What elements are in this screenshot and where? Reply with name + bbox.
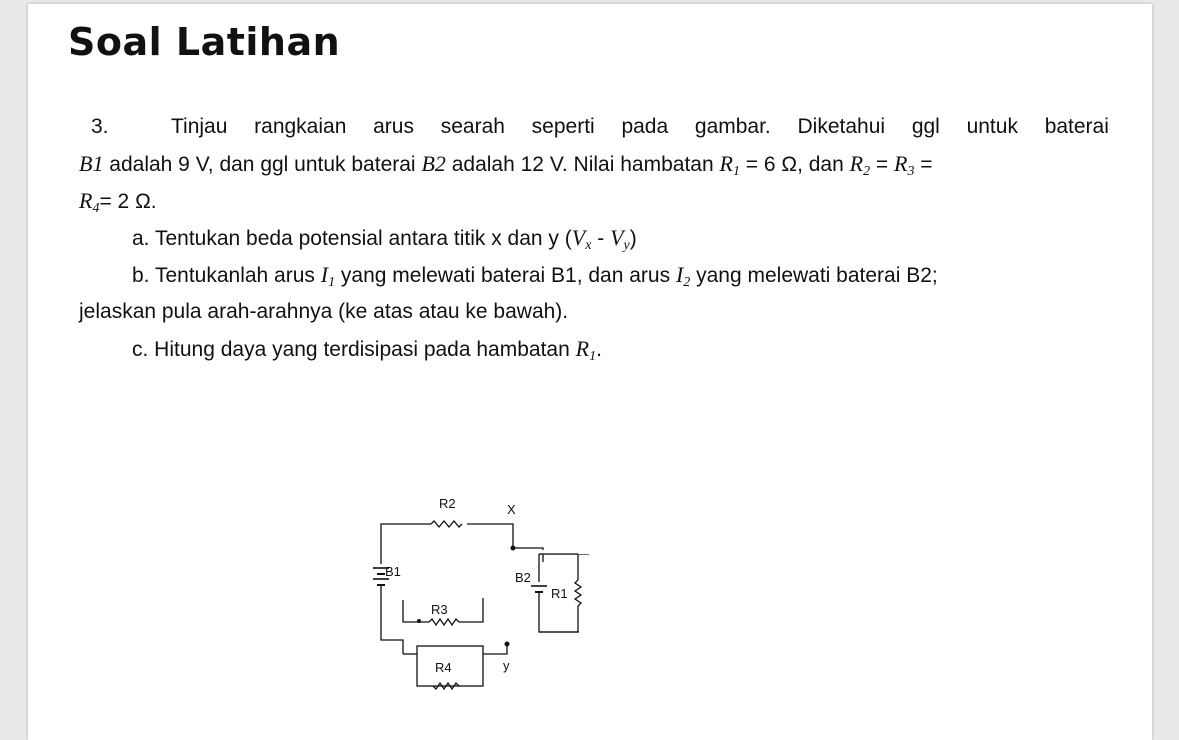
part-b-continued: jelaskan pula arah-arahnya (ke atas atau ke bawah).	[79, 300, 569, 323]
r1-resistor	[575, 580, 581, 606]
var-r1: $R_1$	[575, 336, 597, 364]
var-i2: $I_2$	[675, 262, 691, 290]
node-dot	[417, 619, 421, 623]
label-x: X	[507, 502, 516, 517]
label-b2: B2	[515, 570, 531, 585]
circuit-diagram	[373, 486, 589, 696]
var-vy: $V_y$	[610, 225, 630, 253]
wire	[467, 524, 513, 548]
mask	[579, 626, 589, 636]
page-title: Soal Latihan	[68, 20, 341, 64]
node-dot	[511, 546, 516, 551]
problem-line-3: $R_4= 2$ Ω.	[79, 188, 157, 216]
document-page	[28, 4, 1152, 740]
wire	[381, 606, 403, 654]
label-r1: R1	[551, 586, 568, 601]
label-y: y	[503, 658, 510, 673]
var-r1: $R_1$	[719, 151, 740, 179]
label-r2: R2	[439, 496, 456, 511]
word: baterai	[1044, 115, 1109, 138]
var-r4: $R_4$	[79, 188, 100, 216]
problem-line-2: B1 adalah 9 V, dan ggl untuk baterai B2 adalah 12 V. Nilai hambatan $R_1 = 6$ Ω, dan $R_2 = R_3$ =	[79, 151, 933, 179]
label-r4: R4	[435, 660, 452, 675]
var-vx: $V_x$	[571, 225, 592, 253]
var-b2: B2	[421, 151, 446, 176]
word: gambar.	[694, 115, 771, 138]
word: seperti	[531, 115, 595, 138]
part-c: c. Hitung daya yang terdisipasi pada hambatan $R_1$.	[132, 336, 602, 364]
label-r3: R3	[431, 602, 448, 617]
var-r3: $R_3$	[894, 151, 915, 179]
word: pada	[621, 115, 669, 138]
wire	[483, 644, 507, 654]
word: Tinjau	[171, 115, 228, 138]
part-b: b. Tentukanlah arus $I_1$ yang melewati baterai B1, dan arus $I_2$ yang melewati baterai B2;	[132, 262, 938, 290]
part-a: a. Tentukan beda potensial antara titik x dan y $(V_x - V_y)$	[132, 225, 637, 253]
r3-resistor	[429, 619, 459, 625]
wire	[403, 600, 429, 622]
circuit-svg	[373, 486, 589, 696]
word: ggl	[911, 115, 940, 138]
var-i1: $I_1$	[320, 262, 336, 290]
word: searah	[440, 115, 505, 138]
word: untuk	[966, 115, 1018, 138]
word: arus	[373, 115, 414, 138]
label-b1: B1	[385, 564, 401, 579]
var-b1: B1	[79, 151, 104, 176]
wire	[459, 598, 483, 622]
var-r2: $R_2$	[849, 151, 871, 179]
word: rangkaian	[254, 115, 347, 138]
node-dot	[505, 642, 510, 647]
r2-resistor	[431, 521, 462, 527]
problem-number: 3.	[91, 115, 109, 138]
wire	[381, 524, 431, 548]
problem-3	[79, 108, 1109, 367]
problem-line-1	[79, 108, 1109, 145]
word: Diketahui	[797, 115, 886, 138]
